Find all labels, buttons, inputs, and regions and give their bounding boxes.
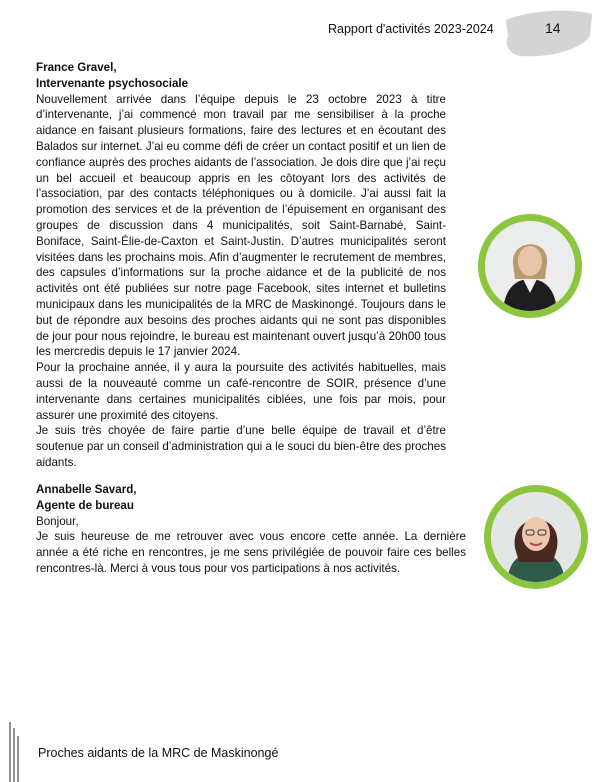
- paragraph: Nouvellement arrivée dans l’équipe depuis le 23 octobre 2023 à titre d’intervenante, j’ai commencé mon travail par me sensibiliser à la proche aidance en faisant plusieurs formations, faire des lectures et en écoutant des Balados sur internet. J’ai eu comme défi de créer un contact positif et un lien de confiance auprès des proches aidants de l’association. Je dois dire que j’ai reçu un bel accueil et beaucoup appris en les côtoyant lors des activités de l’association, par des contacts téléphoniques ou à domicile. J’ai aussi fait la promotion des services et de la prévention de l’épuisement en organisant des groupes de discussion dans 4 municipalités, soit Saint-Barnabé, Saint-Boniface, Saint-Élie-de-Caxton et Saint-Justin. D’autres municipalités seront visitées dans les prochains mois. Afin d’augmenter le recrutement de membres, des capsules d’informations sur la proche aidance et de la publicité de nos activités ont été publiées sur notre page Facebook, sites internet et bulletins municipaux dans les municipalités de la MRC de Maskinongé. Toujours dans le but de répondre aux besoins des proches aidants qui ne sont pas disponibles de jour pour nous rejoindre, le bureau est maintenant ouvert jusqu’à 20h00 tous les mercredis depuis le 17 janvier 2024.: [36, 92, 446, 359]
- portrait-photo-france: [478, 214, 582, 318]
- staff-role: Agente de bureau: [36, 498, 134, 512]
- page-number: 14: [545, 20, 561, 36]
- report-title: Rapport d'activités 2023-2024: [328, 22, 494, 36]
- footer-organization-name: Proches aidants de la MRC de Maskinongé: [38, 746, 279, 760]
- paragraph: Pour la prochaine année, il y aura la poursuite des activités habituelles, mais aussi de la nouveauté comme un café-rencontre de SOIR, présence d’une intervenante dans certaines municipalités ciblées, une fois par mois, pour assurer une proximité des citoyens.: [36, 361, 446, 422]
- staff-section-annabelle-savard: [36, 482, 466, 577]
- portrait-photo-annabelle: [484, 485, 588, 589]
- staff-section-france-gravel: [36, 60, 446, 471]
- staff-role: Intervenante psychosociale: [36, 76, 189, 90]
- portrait-illustration: [491, 492, 581, 582]
- greeting: Bonjour,: [36, 514, 79, 528]
- footer-decorative-lines: [6, 722, 28, 782]
- portrait-illustration: [485, 221, 575, 311]
- paragraph: Je suis heureuse de me retrouver avec vous encore cette année. La dernière année a été riche en rencontres, je me sens privilégiée de pouvoir faire ces belles rencontres-là. Merci à vous tous pour vos participations à nos activités.: [36, 530, 466, 575]
- staff-name: Annabelle Savard,: [36, 483, 137, 496]
- staff-name: France Gravel,: [36, 61, 117, 74]
- paragraph: Je suis très choyée de faire partie d’une belle équipe de travail et d’être soutenue par un conseil d’administration qui a le souci du bien-être des proches aidants.: [36, 424, 446, 469]
